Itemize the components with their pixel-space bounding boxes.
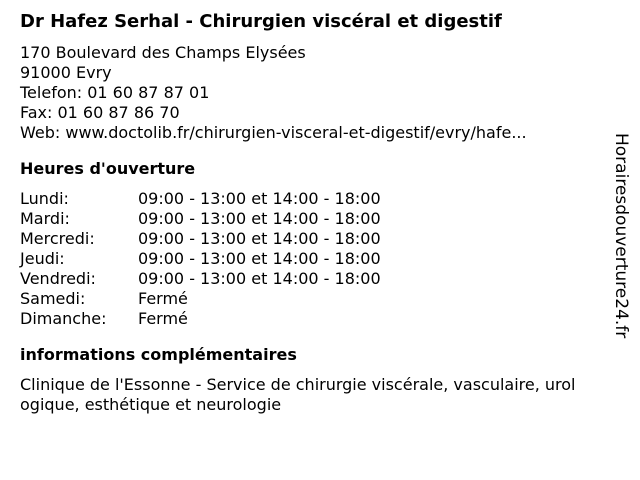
street-address: 170 Boulevard des Champs Elysées — [20, 43, 306, 62]
hours-row-sunday — [20, 309, 595, 329]
business-card — [20, 10, 595, 415]
day-hours: Fermé — [138, 289, 188, 308]
phone-number: Telefon: 01 60 87 87 01 — [20, 83, 210, 102]
day-label: Dimanche: — [20, 309, 107, 328]
day-label: Lundi: — [20, 189, 69, 208]
info-text: Clinique de l'Essonne - Service de chirurgie viscérale, vasculaire, urologique, esthétique et neurologie — [20, 375, 576, 414]
day-hours: 09:00 - 13:00 et 14:00 - 18:00 — [138, 249, 381, 268]
address-block — [20, 43, 595, 143]
hours-row-monday — [20, 189, 595, 209]
info-heading: informations complémentaires — [20, 345, 297, 364]
day-hours: Fermé — [138, 309, 188, 328]
hours-heading: Heures d'ouverture — [20, 159, 196, 178]
website-link[interactable]: Web: www.doctolib.fr/chirurgien-visceral-et-digestif/evry/hafe... — [20, 123, 527, 142]
day-hours: 09:00 - 13:00 et 14:00 - 18:00 — [138, 209, 381, 228]
day-hours: 09:00 - 13:00 et 14:00 - 18:00 — [138, 189, 381, 208]
fax-number: Fax: 01 60 87 86 70 — [20, 103, 180, 122]
day-label: Jeudi: — [20, 249, 65, 268]
hours-row-saturday — [20, 289, 595, 309]
page-title: Dr Hafez Serhal - Chirurgien viscéral et digestif — [20, 11, 502, 32]
day-label: Mardi: — [20, 209, 70, 228]
day-label: Samedi: — [20, 289, 86, 308]
city: 91000 Evry — [20, 63, 112, 82]
hours-row-tuesday — [20, 209, 595, 229]
day-label: Vendredi: — [20, 269, 96, 288]
hours-table — [20, 189, 595, 329]
hours-row-thursday — [20, 249, 595, 269]
hours-row-wednesday — [20, 229, 595, 249]
day-label: Mercredi: — [20, 229, 95, 248]
day-hours: 09:00 - 13:00 et 14:00 - 18:00 — [138, 269, 381, 288]
day-hours: 09:00 - 13:00 et 14:00 - 18:00 — [138, 229, 381, 248]
brand-watermark: Horairesdouverture24.fr — [611, 133, 631, 339]
hours-row-friday — [20, 269, 595, 289]
